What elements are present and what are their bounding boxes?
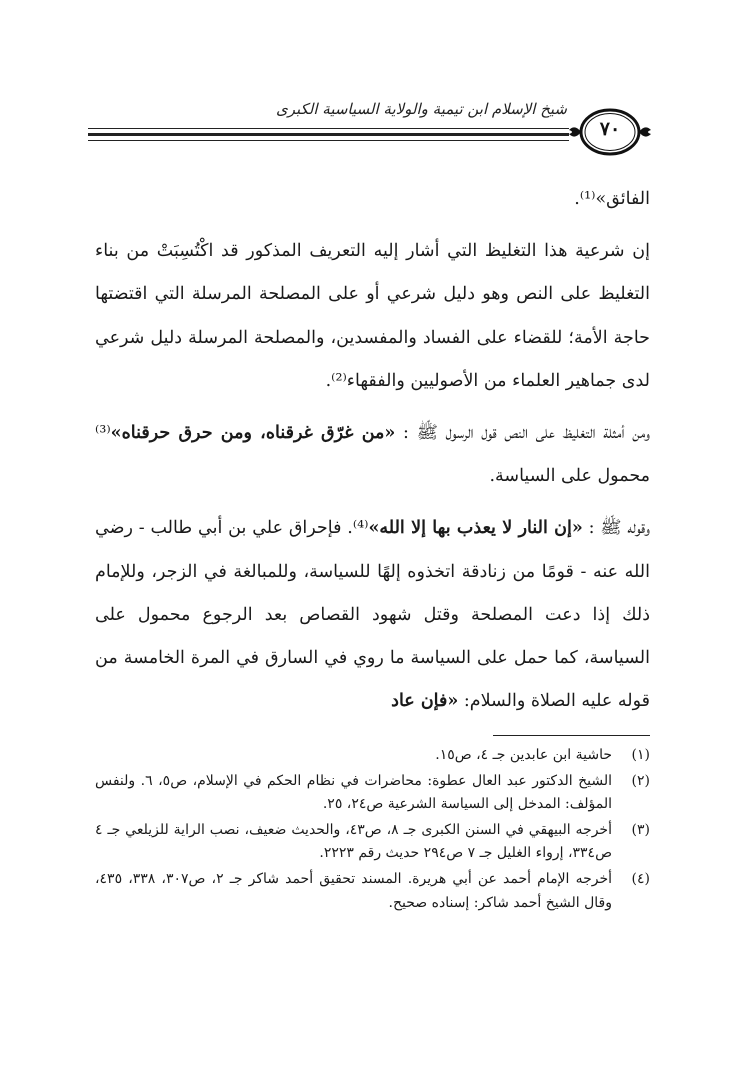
paragraph-3: [95, 412, 650, 498]
footnote-number: (١): [631, 747, 650, 763]
footnote-3: [95, 819, 650, 866]
footnotes: [95, 744, 650, 917]
main-text: [95, 178, 650, 723]
header-rule-thick: [88, 133, 569, 136]
footnote-text: أخرجه الإمام أحمد عن أبي هريرة. المسند تحقيق أحمد شاكر جـ ٢، ص٣٠٧، ٣٣٨، ٤٣٥، وقال الشيخ أحمد شاكر: إسناده صحيح.: [95, 870, 612, 911]
paragraph-3-tail: ⁽³⁾ محمول على السياسة.: [95, 423, 650, 487]
footnote-separator: [493, 735, 650, 736]
hadith-quote-3: «فإن عاد: [391, 691, 459, 712]
footnote-1: [95, 744, 650, 768]
hadith-quote-2: «إن النار لا يعذب بها إلا الله»: [368, 518, 583, 539]
paragraph-1: [95, 178, 650, 221]
header-rule-hairline: [88, 140, 569, 141]
paragraph-1-text: الفائق»⁽¹⁾.: [574, 189, 650, 209]
paragraph-4: [95, 507, 650, 723]
footnote-2: [95, 770, 650, 817]
footnote-text: حاشية ابن عابدين جـ ٤، ص١٥.: [435, 747, 612, 763]
footnote-number: (٤): [631, 870, 650, 887]
header-rule-thin: [88, 128, 569, 129]
footnote-text: الشيخ الدكتور عبد العال عطوة: محاضرات في نظام الحكم في الإسلام، ص٥، ٦. ولنفس المؤلف: المدخل إلى السياسة الشرعية ص٢٤، ٢٥.: [95, 772, 612, 813]
hadith-quote-1: «من غرّق غرقناه، ومن حرق حرقناه»: [110, 423, 396, 444]
paragraph-2: [95, 230, 650, 403]
paragraph-4-body: ⁽⁴⁾. فإحراق علي بن أبي طالب - رضي الله عنه - قومًا من زنادقة اتخذوه إلهًا للسياسة، وللمبالغة في الزجر، وللإمام ذلك إذا دعت المصلحة وقتل شهود القصاص بعد الرجوع محمول على السياسة، كما حمل على السياسة ما روي في السارق في المرة الخامسة من قوله عليه الصلاة والسلام:: [95, 518, 650, 712]
page-number-ornament: [567, 106, 653, 158]
footnote-number: (٢): [631, 772, 650, 789]
running-title: شيخ الإسلام ابن تيمية والولاية السياسية الكبرى: [275, 100, 567, 118]
paragraph-3-lead: ومن أمثلة التغليظ على النص قول الرسول ﷺ :: [395, 423, 650, 444]
footnote-number: (٣): [631, 821, 650, 838]
footnote-text: أخرجه البيهقي في السنن الكبرى جـ ٨، ص٤٣، والحديث ضعيف، نصب الراية للزيلعي جـ ٤ ص٣٣٤، إرواء الغليل جـ ٧ ص٢٩٤ حديث رقم ٢٢٢٣.: [95, 821, 612, 862]
paragraph-4-lead: وقوله ﷺ :: [582, 518, 650, 539]
paragraph-2-text: إن شرعية هذا التغليظ التي أشار إليه التعريف المذكور قد اكْتُسِبَتْ من بناء التغليظ على النص وهو دليل شرعي أو على المصلحة المرسلة التي اقتضتها حاجة الأمة؛ للقضاء على الفساد والمفسدين، والمصلحة المرسلة دليل شرعي لدى جماهير العلماء من الأصوليين والفقهاء⁽²⁾.: [95, 241, 650, 391]
footnote-4: [95, 868, 650, 915]
page-number: ٧٠: [599, 118, 621, 140]
